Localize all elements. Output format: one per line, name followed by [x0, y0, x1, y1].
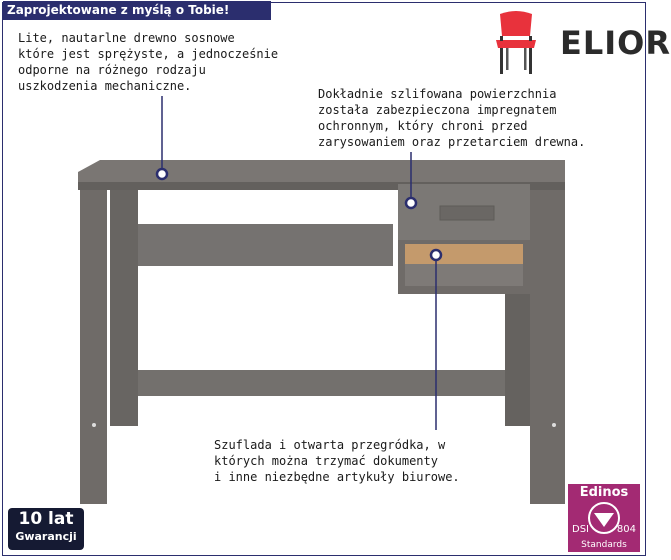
- cert-code-left: DSI: [572, 524, 589, 535]
- cert-code-right: 804: [616, 524, 636, 535]
- warranty-years: 10 lat: [18, 509, 74, 529]
- surface-description: Dokładnie szlifowana powierzchnia została zabezpieczona impregnatem ochronnym, który chroni przed zarysowaniem oraz przetarciem drewna.: [318, 87, 586, 149]
- elior-logo-text: ELIOR: [560, 24, 671, 62]
- cert-standards: Standards: [581, 540, 627, 550]
- warranty-badge: [8, 508, 84, 550]
- headline-banner: Zaprojektowane z myślą o Tobie!: [3, 1, 271, 20]
- edinos-certificate: [568, 484, 640, 552]
- drawer-description: Szuflada i otwarta przegródka, w których można trzymać dokumenty i inne niezbędne artykuły biurowe.: [214, 438, 460, 484]
- edinos-brand: Edinos: [579, 485, 629, 500]
- warranty-label: Gwarancji: [15, 530, 77, 543]
- wood-description: Lite, nautarlne drewno sosnowe które jest sprężyste, a jednocześnie odporne na różnego rodzaju uszkodzenia mechaniczne.: [18, 31, 279, 93]
